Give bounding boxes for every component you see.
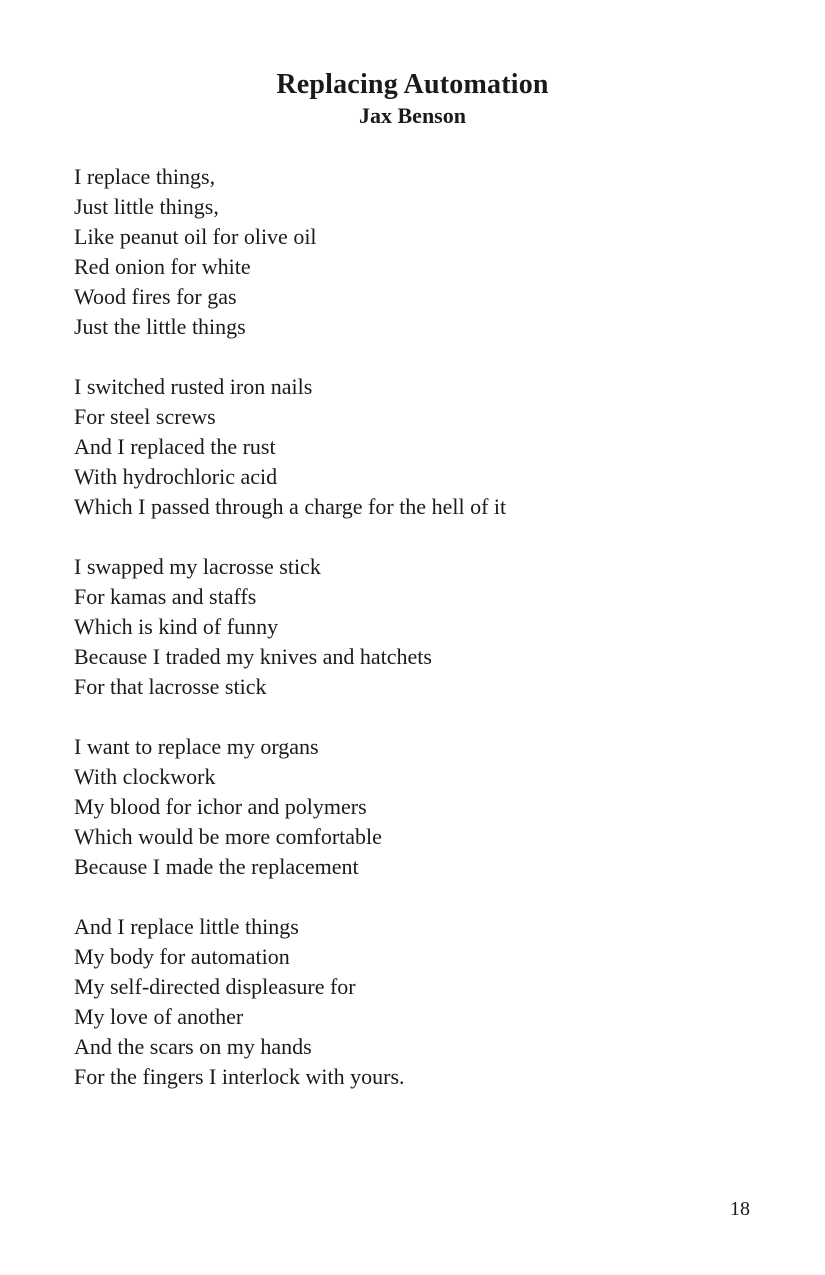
- poem-line: Because I traded my knives and hatchets: [74, 644, 432, 669]
- poem-line: Like peanut oil for olive oil: [74, 224, 317, 249]
- poem-line: My body for automation: [74, 944, 290, 969]
- poem-line: My blood for ichor and polymers: [74, 794, 367, 819]
- stanza-1: [74, 162, 774, 342]
- poem-line: Which would be more comfortable: [74, 824, 382, 849]
- poem-line: I switched rusted iron nails: [74, 374, 313, 399]
- poem-line: Red onion for white: [74, 254, 251, 279]
- poem-line: Just little things,: [74, 194, 219, 219]
- poem-title: Replacing Automation: [276, 69, 549, 100]
- poem-line: Wood fires for gas: [74, 284, 237, 309]
- poem-line: For that lacrosse stick: [74, 674, 267, 699]
- stanza-2: [74, 372, 774, 522]
- poem-body: [74, 162, 774, 1122]
- poem-author: Jax Benson: [359, 103, 466, 128]
- poem-line: For kamas and staffs: [74, 584, 257, 609]
- poem-line: Which is kind of funny: [74, 614, 279, 639]
- poem-line: Because I made the replacement: [74, 854, 359, 879]
- poem-line: Which I passed through a charge for the hell of it: [74, 494, 507, 519]
- poem-line: And the scars on my hands: [74, 1034, 312, 1059]
- poem-line: I want to replace my organs: [74, 734, 319, 759]
- poem-line: For steel screws: [74, 404, 216, 429]
- poem-line: I swapped my lacrosse stick: [74, 554, 321, 579]
- poem-line: And I replaced the rust: [74, 434, 276, 459]
- poem-line: My love of another: [74, 1004, 244, 1029]
- poem-line: My self-directed displeasure for: [74, 974, 356, 999]
- stanza-5: [74, 912, 774, 1092]
- poem-line: With hydrochloric acid: [74, 464, 278, 489]
- poem-line: Just the little things: [74, 314, 246, 339]
- poem-line: I replace things,: [74, 164, 216, 189]
- poem-line: With clockwork: [74, 764, 216, 789]
- stanza-4: [74, 732, 774, 882]
- poem-line: And I replace little things: [74, 914, 299, 939]
- page-number: 18: [730, 1198, 750, 1220]
- poem-line: For the fingers I interlock with yours.: [74, 1064, 405, 1089]
- stanza-3: [74, 552, 774, 702]
